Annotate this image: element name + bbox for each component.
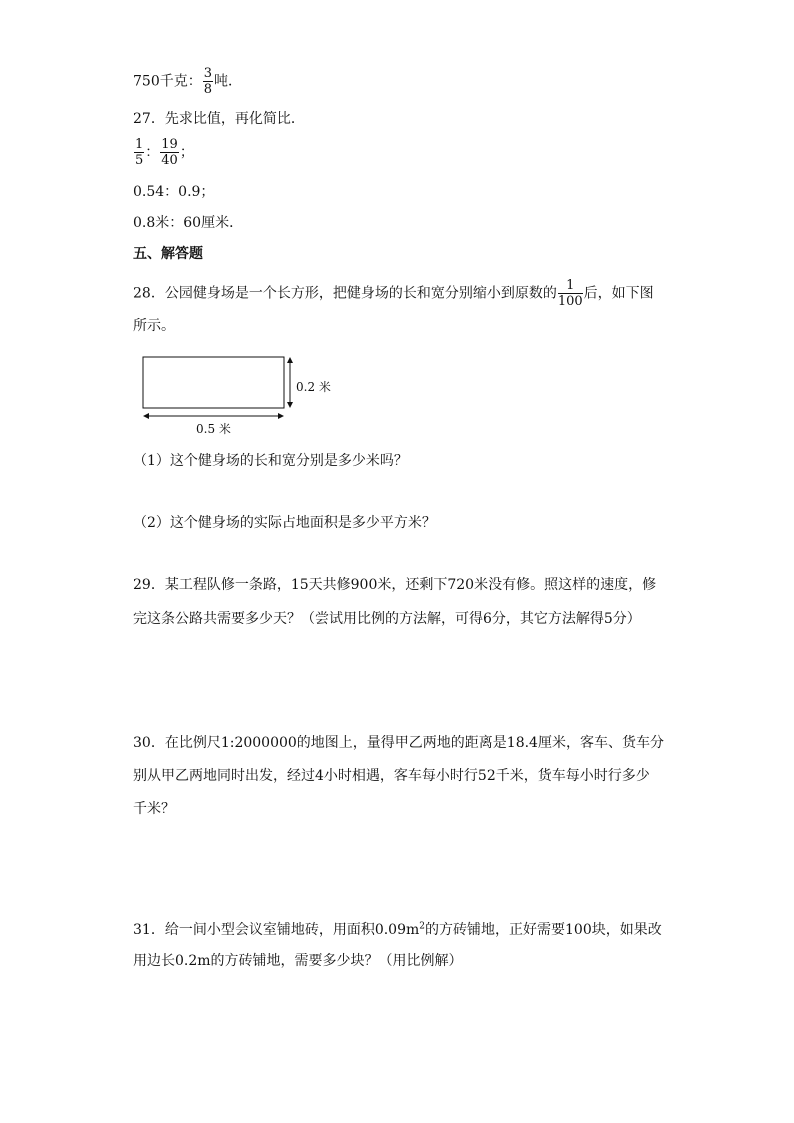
rectangle-diagram (135, 352, 355, 440)
fraction: $\frac{19}{40}$ (161, 137, 178, 168)
superscript: 2 (419, 921, 425, 932)
height-label: 0.2 米 (296, 380, 331, 394)
q29-line-1: 29．某工程队修一条路，15天共修900米，还剩下720米没有修。照这样的速度，修 (133, 577, 657, 593)
q30-line-2: 别从甲乙两地同时出发，经过4小时相遇，客车每小时行52千米，货车每小时行多少 (133, 768, 650, 784)
fraction: $\frac{3}{8}$ (203, 66, 213, 97)
q27-title: 27．先求比值，再化简比． (133, 111, 305, 127)
q26-prefix: 750千克： (133, 73, 202, 90)
q27-item-2: 0.54：0.9； (133, 184, 215, 200)
arrow-right-icon (278, 413, 284, 419)
ratio-separator: ： (145, 144, 160, 161)
q28-line-1 (133, 278, 654, 309)
arrow-down-icon (287, 402, 293, 408)
section-title: 五、解答题 (133, 246, 203, 262)
q26-ratio-line (133, 66, 242, 97)
arrow-up-icon (287, 357, 293, 363)
arrow-left-icon (143, 413, 149, 419)
q30-line-1: 30．在比例尺1:2000000的地图上，量得甲乙两地的距离是18.4厘米，客车、货车分 (133, 735, 664, 751)
q26-suffix: 吨． (214, 73, 243, 90)
q28-text-b: 后，如下图 (583, 285, 654, 302)
q30-line-3: 千米？ (133, 801, 175, 817)
q28-sub-question-1: （1）这个健身场的长和宽分别是多少米吗？ (133, 453, 408, 469)
q27-item-1 (133, 137, 194, 168)
q28-text-a: 28．公园健身场是一个长方形，把健身场的长和宽分别缩小到原数的 (133, 285, 557, 302)
q31-text-a: 31．给一间小型会议室铺地砖，用面积0.09m (133, 922, 420, 938)
fraction: $\frac{1}{5}$ (135, 137, 144, 168)
item-end: ； (179, 144, 194, 161)
q31-line-1 (133, 920, 662, 940)
width-label: 0.5 米 (196, 422, 231, 436)
field-rectangle (143, 357, 284, 408)
q31-line-2: 用边长0.2m的方砖铺地，需要多少块？（用比例解） (133, 953, 463, 969)
q31-text-b: 的方砖铺地，正好需要100块，如果改 (425, 922, 662, 938)
fraction: $\frac{1}{100}$ (557, 278, 583, 309)
q27-item-3: 0.8米：60厘米． (133, 215, 244, 231)
q28-sub-question-2: （2）这个健身场的实际占地面积是多少平方米？ (133, 515, 436, 531)
q29-line-2: 完这条公路共需要多少天？（尝试用比例的方法解，可得6分，其它方法解得5分） (133, 611, 641, 627)
q28-line-2: 所示。 (133, 318, 175, 334)
